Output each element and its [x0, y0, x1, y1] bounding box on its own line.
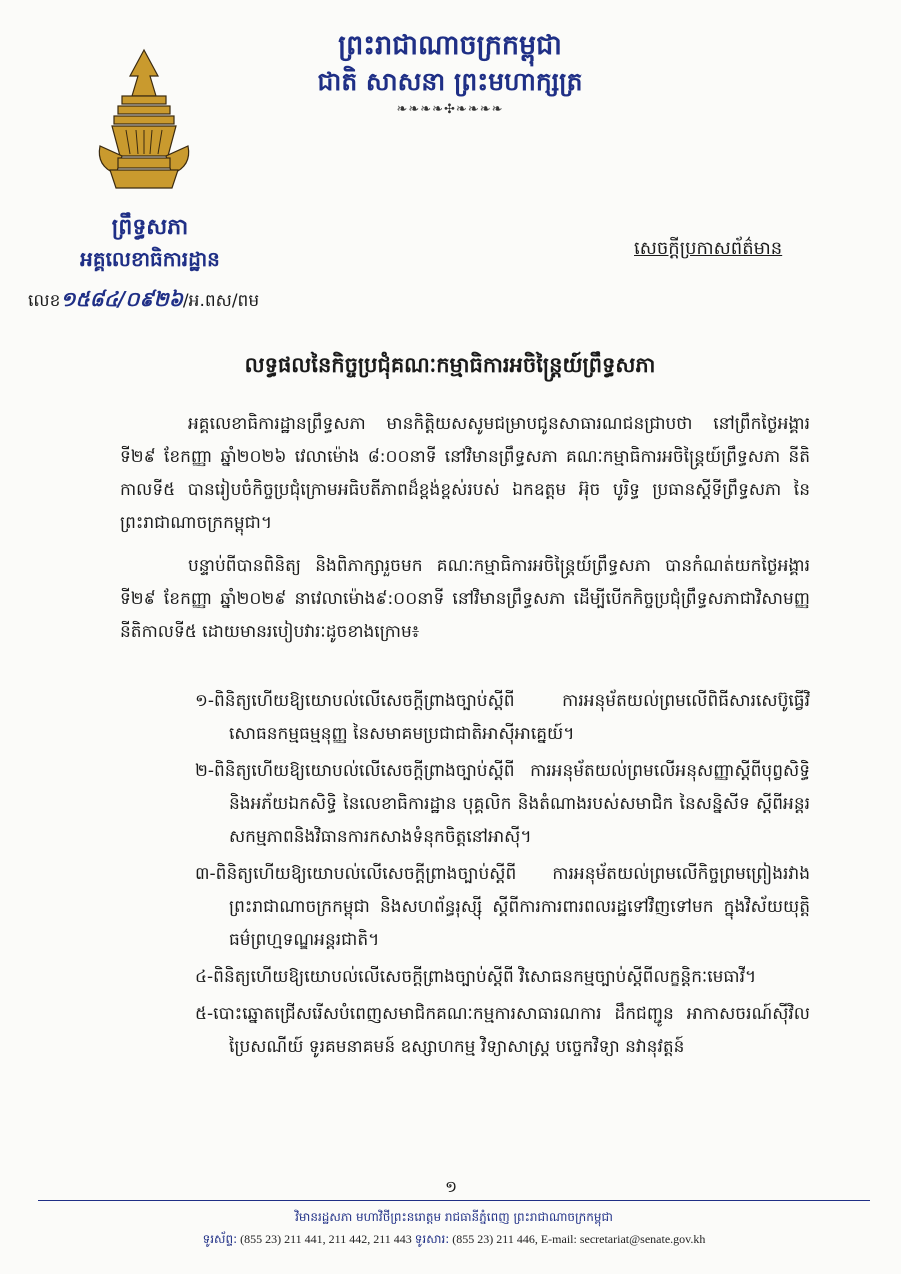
footer-address: វិមានរដ្ឋសភា មហាវិថីព្រះនរោត្តម រាជធានីភ្នំពេញ ព្រះរាជាណាចក្រកម្ពុជា: [295, 1210, 613, 1224]
agenda-item-5: ៥-បោះឆ្នោតជ្រើសរើសបំពេញសមាជិកគណៈកម្មការសាធារណការ ដឹកជញ្ជូន អាកាសចរណ៍ស៊ីវិល ប្រៃសណីយ៍ ទូរគមនាគមន៍ ឧស្សាហកម្ម វិទ្យាសាស្ត្រ បច្ចេកវិទ្យា នវានុវត្តន៍: [195, 1004, 810, 1057]
agenda-item-2: ២-ពិនិត្យហើយឱ្យយោបល់លើសេចក្តីព្រាងច្បាប់ស្តីពី ការអនុម័តយល់ព្រមលើអនុសញ្ញាស្តីពីបុព្វសិទ្ធិ និងអភ័យឯកសិទ្ធិ នៃលេខាធិការដ្ឋាន បុគ្គលិក និងតំណាងរបស់សមាជិក នៃសន្និសីទ ស្តីពីអន្តរសកម្មភាពនិងវិធានការកសាងទំនុកចិត្តនៅអាស៊ី។: [195, 761, 810, 847]
document-title: លទ្ធផលនៃកិច្ចប្រជុំគណៈកម្មាធិការអចិន្ត្រៃយ៍ព្រឹទ្ធសភា: [244, 353, 656, 377]
reference-label: លេខ: [28, 291, 61, 311]
page-number: ១: [444, 1177, 458, 1196]
footer-contact: [38, 1228, 870, 1250]
royal-emblem-icon: [92, 46, 196, 196]
document-type: សេចក្តីប្រកាសព័ត៌មាន: [634, 238, 783, 259]
reference-number: [28, 286, 259, 316]
footer-divider: [38, 1200, 870, 1201]
paragraph-schedule: បន្ទាប់ពីបានពិនិត្យ និងពិភាក្សារួចមក គណៈកម្មាធិការអចិន្ត្រៃយ៍ព្រឹទ្ធសភា បានកំណត់យកថ្ងៃអង្គារ ទី២៩ ខែកញ្ញា ឆ្នាំ២០២៩ នាវេលាម៉ោង៩:០០នាទី នៅវិមានព្រឹទ្ធសភា ដើម្បីបើកកិច្ចប្រជុំព្រឹទ្ធសភាជាវិសាមញ្ញ នីតិកាលទី៥ ដោយមានរបៀបវារៈដូចខាងក្រោម៖: [120, 556, 810, 642]
fax-and-email: (855 23) 211 446, E-mail: secretariat@senate.gov.kh: [452, 1232, 706, 1246]
phone-numbers: (855 23) 211 441, 211 442, 211 443: [240, 1232, 412, 1246]
agenda-list: [195, 685, 810, 1068]
institution-name: ព្រឹទ្ធសភា: [111, 215, 189, 240]
footer: [38, 1206, 870, 1250]
reference-handwritten-number: ១៥៨៤/០៩២៦: [60, 287, 183, 311]
kingdom-name: ព្រះរាជាណាចក្រកម្ពុជា: [338, 30, 562, 61]
paragraph-intro: អគ្គលេខាធិការដ្ឋានព្រឹទ្ធសភា មានកិត្តិយសសូមជម្រាបជូនសាធារណជនជ្រាបថា នៅព្រឹកថ្ងៃអង្គារ ទី២៩ ខែកញ្ញា ឆ្នាំ២០២៦ វេលាម៉ោង ៨:០០នាទី នៅវិមានព្រឹទ្ធសភា គណៈកម្មាធិការអចិន្ត្រៃយ៍ព្រឹទ្ធសភា នីតិកាលទី៥ បានរៀបចំកិច្ចប្រជុំក្រោមអធិបតីភាពដ៏ខ្ពង់ខ្ពស់របស់ ឯកឧត្តម អ៊ុច បូរិទ្ធ ប្រធានស្តីទីព្រឹទ្ធសភា នៃព្រះរាជាណាចក្រកម្ពុជា។: [120, 414, 810, 533]
body-text: [120, 408, 810, 659]
kingdom-header: [250, 28, 650, 117]
department-name: អគ្គលេខាធិការដ្ឋាន: [80, 247, 220, 271]
reference-suffix: /អ.ពស/ពម: [182, 291, 260, 311]
fax-label: ទូរសារ:: [414, 1232, 450, 1246]
national-motto: ជាតិ សាសនា ព្រះមហាក្សត្រ: [317, 67, 583, 96]
agenda-item-3: ៣-ពិនិត្យហើយឱ្យយោបល់លើសេចក្តីព្រាងច្បាប់ស្តីពី ការអនុម័តយល់ព្រមលើកិច្ចព្រមព្រៀងរវាងព្រះរាជាណាចក្រកម្ពុជា និងសហព័ន្ធរុស្ស៊ី ស្តីពីការការពារពលរដ្ឋទៅវិញទៅមក ក្នុងវិស័យយុត្តិធម៌ព្រហ្មទណ្ឌអន្តរជាតិ។: [195, 864, 810, 950]
header-ornament: ❧❧❧❧✣❧❧❧❧: [396, 102, 504, 117]
agenda-item-1: ១-ពិនិត្យហើយឱ្យយោបល់លើសេចក្តីព្រាងច្បាប់ស្តីពី ការអនុម័តយល់ព្រមលើពិធីសារសេប៊ូធ្វើវិសោធនកម្មធម្មនុញ្ញ នៃសមាគមប្រជាជាតិអាស៊ីអាគ្នេយ៍។: [195, 691, 810, 744]
institution-block: [40, 212, 260, 274]
agenda-item-4: ៤-ពិនិត្យហើយឱ្យយោបល់លើសេចក្តីព្រាងច្បាប់ស្តីពី វិសោធនកម្មច្បាប់ស្តីពីលក្ខន្តិកៈមេធាវី។: [195, 967, 757, 987]
phone-label: ទូរស័ព្ទ:: [202, 1232, 238, 1246]
